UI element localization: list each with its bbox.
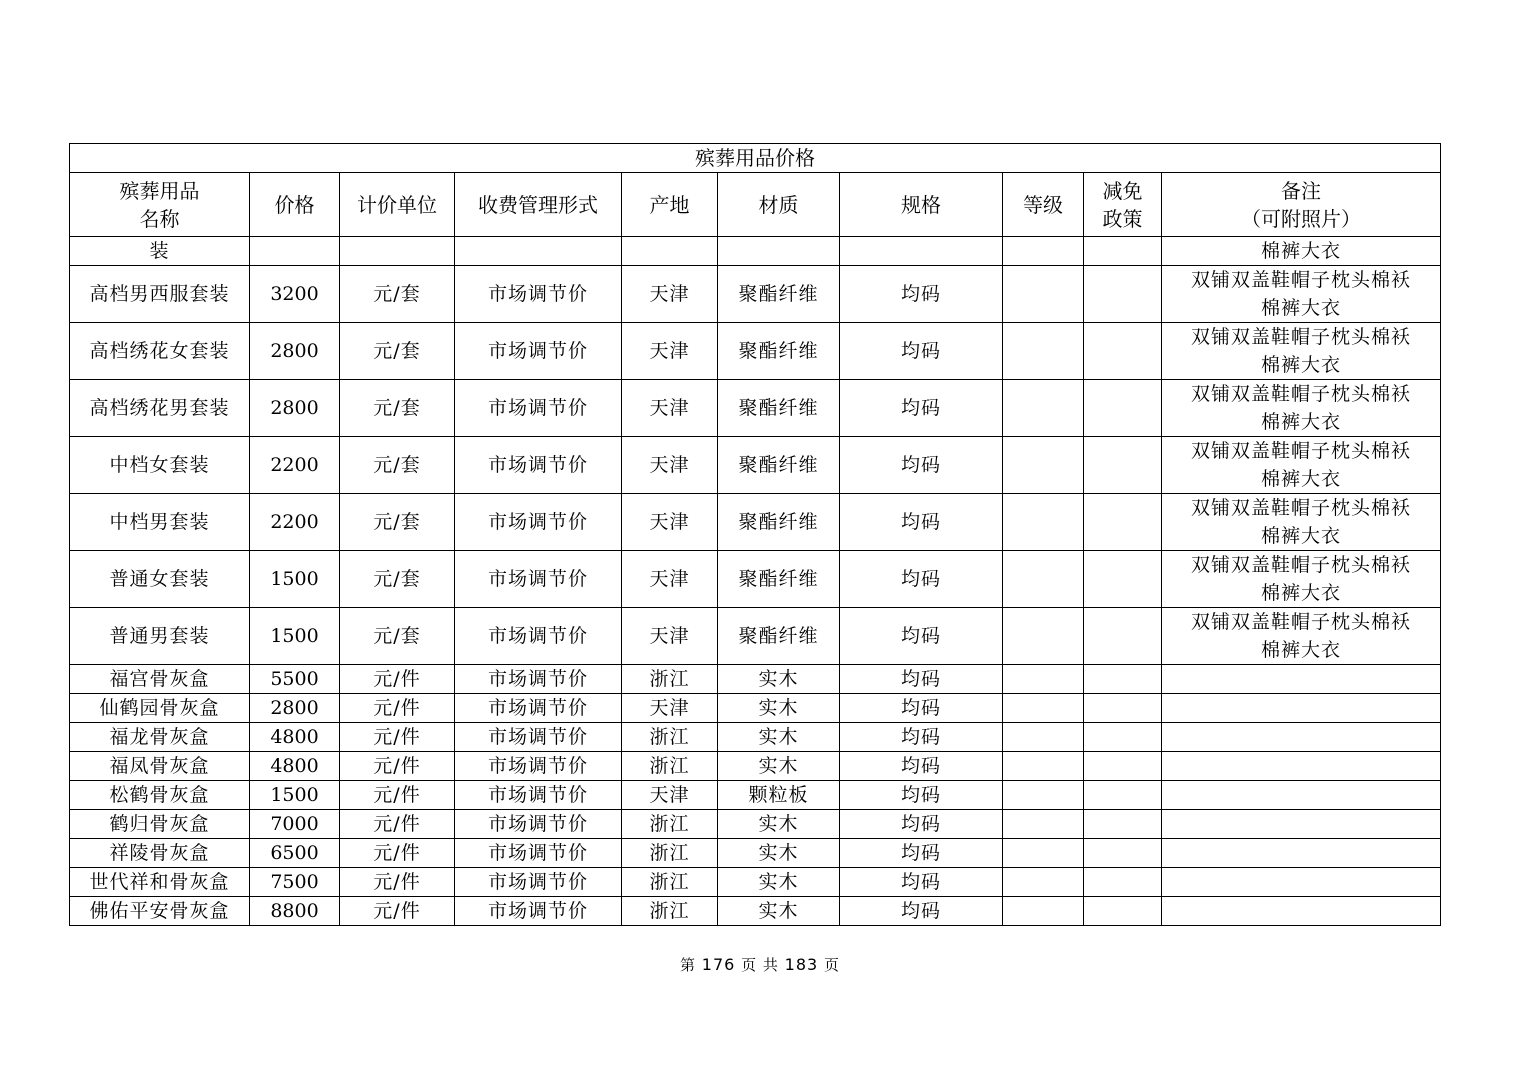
table-row bbox=[70, 781, 1441, 810]
table-row bbox=[70, 551, 1441, 608]
table-row bbox=[70, 665, 1441, 694]
cell-material bbox=[718, 237, 840, 266]
cell-name: 中档男套装 bbox=[70, 494, 250, 551]
cell-price: 4800 bbox=[250, 723, 340, 752]
cell-remark bbox=[1162, 723, 1441, 752]
cell-material: 聚酯纤维 bbox=[718, 494, 840, 551]
cell-origin: 天津 bbox=[622, 694, 718, 723]
cell-remark bbox=[1162, 323, 1441, 380]
cell-fee-form: 市场调节价 bbox=[455, 810, 622, 839]
cell-price: 2800 bbox=[250, 380, 340, 437]
cell-remark-line2: 棉裤大衣 bbox=[1260, 354, 1341, 376]
cell-origin: 天津 bbox=[622, 266, 718, 323]
cell-fee-form: 市场调节价 bbox=[455, 723, 622, 752]
cell-material: 聚酯纤维 bbox=[718, 437, 840, 494]
cell-origin: 浙江 bbox=[622, 723, 718, 752]
cell-remark-line2: 棉裤大衣 bbox=[1260, 468, 1341, 490]
cell-fee-form: 市场调节价 bbox=[455, 897, 622, 926]
header-spec: 规格 bbox=[840, 173, 1003, 237]
cell-origin: 浙江 bbox=[622, 810, 718, 839]
cell-name: 高档男西服套装 bbox=[70, 266, 250, 323]
cell-grade bbox=[1003, 266, 1084, 323]
table-row bbox=[70, 752, 1441, 781]
cell-remark-line2: 棉裤大衣 bbox=[1260, 582, 1341, 604]
header-material: 材质 bbox=[718, 173, 840, 237]
cell-name: 福龙骨灰盒 bbox=[70, 723, 250, 752]
cell-name: 鹤归骨灰盒 bbox=[70, 810, 250, 839]
cell-spec: 均码 bbox=[840, 437, 1003, 494]
cell-grade bbox=[1003, 551, 1084, 608]
header-origin: 产地 bbox=[622, 173, 718, 237]
cell-spec: 均码 bbox=[840, 551, 1003, 608]
header-policy-line2: 政策 bbox=[1102, 206, 1143, 231]
cell-remark bbox=[1162, 380, 1441, 437]
cell-unit: 元/件 bbox=[340, 839, 455, 868]
footer-total-pages: 183 bbox=[784, 955, 819, 974]
table-row bbox=[70, 323, 1441, 380]
cell-spec: 均码 bbox=[840, 897, 1003, 926]
cell-name: 祥陵骨灰盒 bbox=[70, 839, 250, 868]
header-policy bbox=[1084, 173, 1162, 237]
table-title-row bbox=[70, 144, 1441, 173]
header-name bbox=[70, 173, 250, 237]
cell-unit: 元/件 bbox=[340, 810, 455, 839]
table-row bbox=[70, 839, 1441, 868]
cell-policy bbox=[1084, 839, 1162, 868]
cell-material: 实木 bbox=[718, 810, 840, 839]
cell-spec: 均码 bbox=[840, 781, 1003, 810]
cell-fee-form: 市场调节价 bbox=[455, 694, 622, 723]
cell-remark-line1: 双铺双盖鞋帽子枕头棉袄 bbox=[1190, 383, 1411, 405]
cell-unit: 元/套 bbox=[340, 323, 455, 380]
cell-policy bbox=[1084, 237, 1162, 266]
cell-policy bbox=[1084, 437, 1162, 494]
cell-price: 2200 bbox=[250, 494, 340, 551]
cell-origin: 浙江 bbox=[622, 839, 718, 868]
cell-remark bbox=[1162, 665, 1441, 694]
cell-spec: 均码 bbox=[840, 608, 1003, 665]
header-price: 价格 bbox=[250, 173, 340, 237]
cell-grade bbox=[1003, 810, 1084, 839]
cell-policy bbox=[1084, 608, 1162, 665]
cell-origin: 天津 bbox=[622, 551, 718, 608]
cell-fee-form: 市场调节价 bbox=[455, 781, 622, 810]
cell-price: 7500 bbox=[250, 868, 340, 897]
cell-material: 聚酯纤维 bbox=[718, 380, 840, 437]
cell-unit: 元/套 bbox=[340, 437, 455, 494]
cell-remark bbox=[1162, 494, 1441, 551]
cell-remark-line1: 双铺双盖鞋帽子枕头棉袄 bbox=[1190, 440, 1411, 462]
table-row bbox=[70, 897, 1441, 926]
cell-grade bbox=[1003, 237, 1084, 266]
cell-price: 2200 bbox=[250, 437, 340, 494]
cell-material: 实木 bbox=[718, 752, 840, 781]
cell-grade bbox=[1003, 752, 1084, 781]
cell-price: 6500 bbox=[250, 839, 340, 868]
cell-price: 1500 bbox=[250, 608, 340, 665]
header-name-line2: 名称 bbox=[139, 206, 180, 231]
cell-spec bbox=[840, 237, 1003, 266]
footer-suffix: 页 bbox=[824, 956, 841, 974]
cell-spec: 均码 bbox=[840, 723, 1003, 752]
cell-policy bbox=[1084, 752, 1162, 781]
cell-spec: 均码 bbox=[840, 839, 1003, 868]
cell-grade bbox=[1003, 897, 1084, 926]
cell-name: 中档女套装 bbox=[70, 437, 250, 494]
cell-origin bbox=[622, 237, 718, 266]
cell-name: 高档绣花男套装 bbox=[70, 380, 250, 437]
cell-spec: 均码 bbox=[840, 494, 1003, 551]
cell-remark-line2: 棉裤大衣 bbox=[1260, 297, 1341, 319]
table-row-continued bbox=[70, 237, 1441, 266]
cell-remark bbox=[1162, 810, 1441, 839]
table-row bbox=[70, 608, 1441, 665]
cell-name: 福宫骨灰盒 bbox=[70, 665, 250, 694]
cell-unit: 元/件 bbox=[340, 665, 455, 694]
cell-fee-form: 市场调节价 bbox=[455, 494, 622, 551]
cell-spec: 均码 bbox=[840, 810, 1003, 839]
cell-remark-line2: 棉裤大衣 bbox=[1260, 639, 1341, 661]
cell-material: 颗粒板 bbox=[718, 781, 840, 810]
cell-unit: 元/件 bbox=[340, 897, 455, 926]
cell-remark-line1: 双铺双盖鞋帽子枕头棉袄 bbox=[1190, 554, 1411, 576]
cell-grade bbox=[1003, 323, 1084, 380]
cell-name: 高档绣花女套装 bbox=[70, 323, 250, 380]
cell-remark-line1: 双铺双盖鞋帽子枕头棉袄 bbox=[1190, 269, 1411, 291]
cell-material: 实木 bbox=[718, 723, 840, 752]
cell-spec: 均码 bbox=[840, 266, 1003, 323]
cell-price: 2800 bbox=[250, 323, 340, 380]
cell-origin: 天津 bbox=[622, 494, 718, 551]
cell-unit: 元/套 bbox=[340, 494, 455, 551]
cell-fee-form: 市场调节价 bbox=[455, 551, 622, 608]
cell-grade bbox=[1003, 437, 1084, 494]
header-remark-line1: 备注 bbox=[1281, 178, 1321, 203]
cell-unit: 元/件 bbox=[340, 752, 455, 781]
cell-fee-form: 市场调节价 bbox=[455, 839, 622, 868]
cell-policy bbox=[1084, 781, 1162, 810]
cell-price: 8800 bbox=[250, 897, 340, 926]
cell-unit: 元/件 bbox=[340, 694, 455, 723]
cell-policy bbox=[1084, 694, 1162, 723]
cell-grade bbox=[1003, 665, 1084, 694]
page-footer bbox=[0, 954, 1520, 975]
cell-origin: 天津 bbox=[622, 437, 718, 494]
cell-remark bbox=[1162, 839, 1441, 868]
cell-fee-form: 市场调节价 bbox=[455, 380, 622, 437]
cell-price: 1500 bbox=[250, 551, 340, 608]
cell-remark bbox=[1162, 868, 1441, 897]
cell-spec: 均码 bbox=[840, 694, 1003, 723]
cell-material: 聚酯纤维 bbox=[718, 608, 840, 665]
table-header-row bbox=[70, 173, 1441, 237]
footer-middle: 页 共 bbox=[741, 956, 779, 974]
cell-fee-form: 市场调节价 bbox=[455, 665, 622, 694]
cell-grade bbox=[1003, 723, 1084, 752]
cell-policy bbox=[1084, 723, 1162, 752]
cell-grade bbox=[1003, 608, 1084, 665]
cell-material: 聚酯纤维 bbox=[718, 266, 840, 323]
cell-name: 普通女套装 bbox=[70, 551, 250, 608]
cell-unit: 元/件 bbox=[340, 781, 455, 810]
cell-policy bbox=[1084, 868, 1162, 897]
cell-remark bbox=[1162, 437, 1441, 494]
cell-price bbox=[250, 237, 340, 266]
cell-fee-form: 市场调节价 bbox=[455, 608, 622, 665]
header-remark-line2: （可附照片） bbox=[1241, 206, 1361, 231]
cell-origin: 天津 bbox=[622, 380, 718, 437]
cell-origin: 浙江 bbox=[622, 665, 718, 694]
cell-remark bbox=[1162, 266, 1441, 323]
cell-price: 1500 bbox=[250, 781, 340, 810]
cell-name: 世代祥和骨灰盒 bbox=[70, 868, 250, 897]
cell-grade bbox=[1003, 781, 1084, 810]
cell-policy bbox=[1084, 810, 1162, 839]
cell-name: 普通男套装 bbox=[70, 608, 250, 665]
cell-remark bbox=[1162, 897, 1441, 926]
table-row bbox=[70, 494, 1441, 551]
table-row bbox=[70, 868, 1441, 897]
table-row bbox=[70, 380, 1441, 437]
header-remark bbox=[1162, 173, 1441, 237]
table-row bbox=[70, 810, 1441, 839]
cell-policy bbox=[1084, 494, 1162, 551]
cell-grade bbox=[1003, 694, 1084, 723]
cell-price: 4800 bbox=[250, 752, 340, 781]
cell-fee-form bbox=[455, 237, 622, 266]
cell-spec: 均码 bbox=[840, 323, 1003, 380]
cell-remark-line2: 棉裤大衣 bbox=[1260, 411, 1341, 433]
cell-remark bbox=[1162, 608, 1441, 665]
cell-origin: 天津 bbox=[622, 781, 718, 810]
table-row bbox=[70, 723, 1441, 752]
cell-price: 3200 bbox=[250, 266, 340, 323]
cell-material: 实木 bbox=[718, 868, 840, 897]
header-fee-form: 收费管理形式 bbox=[455, 173, 622, 237]
cell-spec: 均码 bbox=[840, 868, 1003, 897]
cell-name: 佛佑平安骨灰盒 bbox=[70, 897, 250, 926]
cell-remark-line2: 棉裤大衣 bbox=[1260, 525, 1341, 547]
cell-grade bbox=[1003, 868, 1084, 897]
cell-fee-form: 市场调节价 bbox=[455, 323, 622, 380]
cell-material: 聚酯纤维 bbox=[718, 551, 840, 608]
header-policy-line1: 减免 bbox=[1102, 178, 1143, 203]
cell-remark: 棉裤大衣 bbox=[1162, 237, 1441, 266]
cell-fee-form: 市场调节价 bbox=[455, 868, 622, 897]
cell-unit: 元/套 bbox=[340, 608, 455, 665]
cell-price: 2800 bbox=[250, 694, 340, 723]
cell-unit bbox=[340, 237, 455, 266]
price-table bbox=[69, 143, 1441, 926]
cell-remark bbox=[1162, 551, 1441, 608]
cell-fee-form: 市场调节价 bbox=[455, 437, 622, 494]
cell-unit: 元/件 bbox=[340, 868, 455, 897]
cell-remark-line1: 双铺双盖鞋帽子枕头棉袄 bbox=[1190, 497, 1411, 519]
cell-material: 实木 bbox=[718, 694, 840, 723]
cell-remark bbox=[1162, 694, 1441, 723]
footer-prefix: 第 bbox=[679, 956, 696, 974]
cell-material: 实木 bbox=[718, 839, 840, 868]
cell-policy bbox=[1084, 665, 1162, 694]
footer-current-page: 176 bbox=[701, 955, 736, 974]
cell-fee-form: 市场调节价 bbox=[455, 752, 622, 781]
cell-remark bbox=[1162, 752, 1441, 781]
cell-grade bbox=[1003, 494, 1084, 551]
cell-remark bbox=[1162, 781, 1441, 810]
cell-origin: 天津 bbox=[622, 323, 718, 380]
cell-policy bbox=[1084, 551, 1162, 608]
cell-material: 实木 bbox=[718, 665, 840, 694]
table-row bbox=[70, 266, 1441, 323]
cell-policy bbox=[1084, 266, 1162, 323]
cell-spec: 均码 bbox=[840, 665, 1003, 694]
cell-material: 实木 bbox=[718, 897, 840, 926]
header-unit: 计价单位 bbox=[340, 173, 455, 237]
cell-name: 松鹤骨灰盒 bbox=[70, 781, 250, 810]
table-row bbox=[70, 437, 1441, 494]
cell-remark-line1: 双铺双盖鞋帽子枕头棉袄 bbox=[1190, 611, 1411, 633]
header-grade: 等级 bbox=[1003, 173, 1084, 237]
cell-grade bbox=[1003, 380, 1084, 437]
cell-price: 5500 bbox=[250, 665, 340, 694]
cell-material: 聚酯纤维 bbox=[718, 323, 840, 380]
table-row bbox=[70, 694, 1441, 723]
cell-origin: 浙江 bbox=[622, 868, 718, 897]
cell-spec: 均码 bbox=[840, 380, 1003, 437]
cell-policy bbox=[1084, 323, 1162, 380]
cell-name: 福凤骨灰盒 bbox=[70, 752, 250, 781]
cell-unit: 元/套 bbox=[340, 551, 455, 608]
cell-price: 7000 bbox=[250, 810, 340, 839]
cell-unit: 元/件 bbox=[340, 723, 455, 752]
cell-remark-line1: 双铺双盖鞋帽子枕头棉袄 bbox=[1190, 326, 1411, 348]
cell-unit: 元/套 bbox=[340, 380, 455, 437]
table-title: 殡葬用品价格 bbox=[70, 144, 1441, 173]
cell-name: 装 bbox=[70, 237, 250, 266]
cell-origin: 浙江 bbox=[622, 752, 718, 781]
cell-origin: 天津 bbox=[622, 608, 718, 665]
cell-fee-form: 市场调节价 bbox=[455, 266, 622, 323]
cell-name: 仙鹤园骨灰盒 bbox=[70, 694, 250, 723]
cell-spec: 均码 bbox=[840, 752, 1003, 781]
cell-policy bbox=[1084, 897, 1162, 926]
cell-grade bbox=[1003, 839, 1084, 868]
cell-origin: 浙江 bbox=[622, 897, 718, 926]
cell-policy bbox=[1084, 380, 1162, 437]
header-name-line1: 殡葬用品 bbox=[119, 178, 200, 203]
cell-unit: 元/套 bbox=[340, 266, 455, 323]
